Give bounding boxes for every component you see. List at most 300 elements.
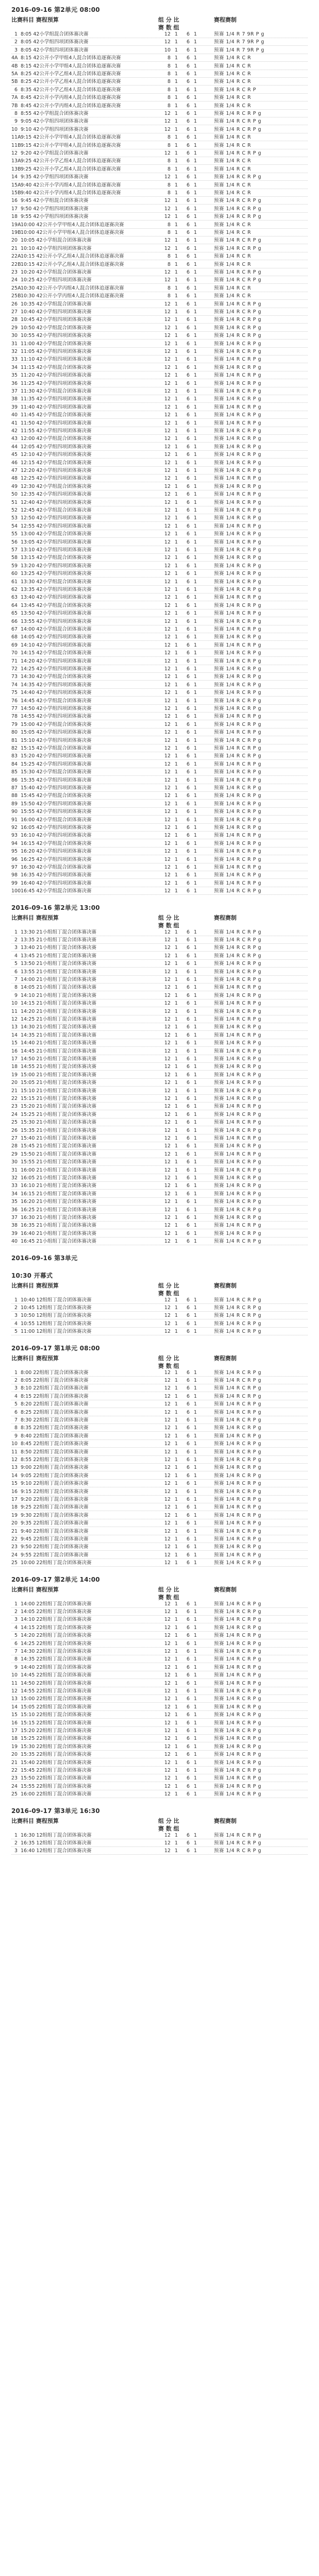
row-number: 4A <box>11 55 18 61</box>
row-number: 20 <box>11 238 18 244</box>
row-heat: 1 <box>193 1752 197 1758</box>
row-count: 6 <box>186 317 190 323</box>
table-row <box>11 570 310 577</box>
row-count: 6 <box>186 261 190 267</box>
row-group: 1 <box>174 1791 178 1798</box>
row-format: 预赛 1/4 R C R P g <box>214 1159 262 1165</box>
row-event: 10:50 12组组丁混合团体赛决赛 <box>21 1313 92 1319</box>
row-group: 1 <box>174 166 178 172</box>
row-format: 预赛 1/4 R C R P g <box>214 769 262 775</box>
row-group: 1 <box>174 460 178 466</box>
row-entries: 12 <box>164 1497 171 1502</box>
row-count: 6 <box>186 1385 190 1392</box>
table-row <box>11 1440 310 1447</box>
row-format: 预赛 1/4 R C R P g <box>214 1230 262 1236</box>
row-number: 6 <box>14 1640 18 1647</box>
row-group: 1 <box>174 1088 178 1094</box>
row-group: 1 <box>174 79 178 85</box>
table-row <box>11 1143 310 1149</box>
table-row <box>11 937 310 943</box>
table-row <box>11 1791 310 1798</box>
row-event: 16:00 21小组组丁混合团体赛决赛 <box>21 1167 96 1173</box>
row-divider <box>11 537 308 538</box>
column-header-event: 比赛科目 赛程预算 <box>11 1817 59 1824</box>
row-number: 26 <box>11 1127 18 1133</box>
row-number: 69 <box>11 642 18 648</box>
row-group: 1 <box>174 1449 178 1455</box>
row-count: 6 <box>186 1736 190 1742</box>
table-row <box>11 840 310 847</box>
row-event: 16:15 21小组组丁混合团体赛决赛 <box>21 1191 96 1197</box>
row-entries: 12 <box>164 483 171 489</box>
row-heat: 1 <box>193 166 197 172</box>
row-number: 11B <box>11 142 21 148</box>
row-number: 31 <box>11 341 18 347</box>
row-heat: 1 <box>193 642 197 648</box>
row-count: 6 <box>186 602 190 608</box>
row-format: 预赛 1/4 R C R P g <box>214 118 262 125</box>
row-entries: 12 <box>164 937 171 943</box>
row-heat: 1 <box>193 523 197 529</box>
row-group: 1 <box>174 1624 178 1631</box>
table-row <box>11 158 310 164</box>
row-format: 预赛 1/4 R C R P g <box>214 1215 262 1221</box>
row-entries: 12 <box>164 642 171 648</box>
row-entries: 12 <box>164 1609 171 1615</box>
row-divider <box>11 983 308 984</box>
row-divider <box>11 959 308 960</box>
row-heat: 1 <box>193 777 197 783</box>
row-format: 预赛 1/4 R C R P g <box>214 1104 262 1110</box>
table-row <box>11 888 310 894</box>
table-row <box>11 1369 310 1376</box>
row-count: 6 <box>186 1728 190 1734</box>
row-count: 6 <box>186 95 190 101</box>
table-row <box>11 777 310 784</box>
table-row <box>11 761 310 768</box>
row-number: 24 <box>11 1783 18 1789</box>
table-row <box>11 1704 310 1710</box>
row-divider <box>11 831 308 832</box>
row-count: 6 <box>186 674 190 680</box>
row-divider <box>11 1376 308 1377</box>
row-entries: 12 <box>164 785 171 791</box>
row-event: 16:20 21小组组丁混合团体赛决赛 <box>21 1199 96 1205</box>
row-format: 预赛 1/4 R C R P g <box>214 1239 262 1245</box>
row-format: 预赛 1/4 R C R P g <box>214 945 262 951</box>
row-entries: 12 <box>164 1752 171 1758</box>
row-group: 1 <box>174 611 178 617</box>
row-count: 6 <box>186 1048 190 1054</box>
row-entries: 12 <box>164 737 171 743</box>
row-format: 预赛 1/4 R C R P g <box>214 1536 262 1542</box>
row-count: 6 <box>186 1791 190 1798</box>
row-heat: 1 <box>193 95 197 101</box>
row-count: 6 <box>186 150 190 156</box>
row-heat: 1 <box>193 499 197 505</box>
row-event: 15:55 22组组丁混合团体赛决赛 <box>21 1783 92 1789</box>
row-count: 6 <box>186 785 190 791</box>
row-event: 9:20 22组组丁混合团体赛决赛 <box>21 1497 89 1502</box>
row-number: 44 <box>11 444 18 450</box>
row-group: 1 <box>174 1120 178 1126</box>
row-divider <box>11 1062 308 1063</box>
row-group: 1 <box>174 1167 178 1173</box>
row-group: 1 <box>174 1696 178 1702</box>
row-entries: 12 <box>164 634 171 640</box>
row-event: 14:15 21小组组丁混合团体赛决赛 <box>21 1001 96 1007</box>
row-count: 6 <box>186 587 190 592</box>
row-event: 16:15 42小学组混合团体赛决赛 <box>21 840 92 846</box>
row-format: 预赛 1/4 R C R P g <box>214 571 262 577</box>
row-number: 18 <box>11 1736 18 1742</box>
row-format: 预赛 1/4 R C R P g <box>214 1393 262 1399</box>
row-format: 预赛 1/4 R C R P g <box>214 1441 262 1447</box>
row-count: 6 <box>186 1401 190 1408</box>
table-row <box>11 689 310 696</box>
row-count: 6 <box>186 840 190 846</box>
row-number: 21 <box>11 1088 18 1094</box>
row-group: 1 <box>174 785 178 791</box>
table-row <box>11 341 310 347</box>
row-group: 1 <box>174 1672 178 1679</box>
row-group: 1 <box>174 55 178 61</box>
row-entries: 8 <box>167 230 171 235</box>
table-row <box>11 984 310 991</box>
row-format: 预赛 1/4 R C R P g <box>214 1167 262 1173</box>
row-heat: 1 <box>193 285 197 291</box>
row-heat: 1 <box>193 634 197 640</box>
row-number: 22B <box>11 261 21 267</box>
row-number: 16 <box>11 1488 18 1495</box>
row-heat: 1 <box>193 1791 197 1798</box>
row-entries: 12 <box>164 1401 171 1408</box>
row-format: 预赛 1/4 R C R P g <box>214 1008 262 1014</box>
row-format: 预赛 1/4 R C R P g <box>214 595 262 601</box>
row-group: 1 <box>174 682 178 688</box>
row-heat: 1 <box>193 745 197 751</box>
row-heat: 1 <box>193 1736 197 1742</box>
row-number: 7 <box>14 1649 18 1654</box>
row-divider <box>11 759 308 760</box>
table-row <box>11 1417 310 1423</box>
row-format: 预赛 1/4 R C R P g <box>214 1696 262 1702</box>
row-number: 18 <box>11 214 18 220</box>
row-number: 52 <box>11 507 18 513</box>
row-event: 9:05 42小学组四项团体赛决赛 <box>21 118 89 125</box>
table-row <box>11 364 310 371</box>
row-entries: 12 <box>164 364 171 370</box>
row-format: 预赛 1/4 R C R P g <box>214 1096 262 1101</box>
row-event: 14:20 42小学组四项团体赛决赛 <box>21 658 92 664</box>
row-event: 8:05 42小学组混合团体赛决赛 <box>21 31 89 37</box>
row-entries: 12 <box>164 721 171 727</box>
row-divider <box>11 799 308 800</box>
row-number: 63 <box>11 595 18 601</box>
row-heat: 1 <box>193 682 197 688</box>
row-heat: 1 <box>193 71 197 77</box>
row-heat: 1 <box>193 1720 197 1726</box>
row-event: 14:30 21小组组丁混合团体赛决赛 <box>21 1024 96 1030</box>
row-group: 1 <box>174 1378 178 1383</box>
row-entries: 12 <box>164 396 171 402</box>
table-row <box>11 332 310 339</box>
row-count: 6 <box>186 1191 190 1197</box>
row-count: 6 <box>186 1016 190 1022</box>
table-row <box>11 325 310 331</box>
row-format: 预赛 1/4 R C R P g <box>214 1783 262 1789</box>
row-group: 1 <box>174 111 178 116</box>
table-row <box>11 856 310 863</box>
row-divider <box>11 466 308 467</box>
row-group: 1 <box>174 1704 178 1710</box>
row-heat: 1 <box>193 793 197 799</box>
row-entries: 12 <box>164 1688 171 1694</box>
row-divider <box>11 775 308 776</box>
row-event: 12:15 42小学组混合团体赛决赛 <box>21 460 92 466</box>
table-row <box>11 642 310 649</box>
row-entries: 12 <box>164 412 171 418</box>
row-number: 3 <box>14 1617 18 1623</box>
row-count: 6 <box>186 595 190 601</box>
row-divider <box>11 593 308 594</box>
row-heat: 1 <box>193 1544 197 1550</box>
row-heat: 1 <box>193 1369 197 1376</box>
row-heat: 1 <box>193 87 197 93</box>
row-divider <box>11 1558 308 1559</box>
row-group: 1 <box>174 1649 178 1654</box>
row-divider <box>11 975 308 976</box>
row-entries: 12 <box>164 977 171 982</box>
row-count: 6 <box>186 372 190 379</box>
row-count: 6 <box>186 937 190 943</box>
row-format: 预赛 1/4 R C R P g <box>214 602 262 608</box>
row-heat: 1 <box>193 1127 197 1133</box>
row-count: 6 <box>186 206 190 212</box>
row-group: 1 <box>174 618 178 624</box>
table-row <box>11 1056 310 1062</box>
row-count: 6 <box>186 222 190 228</box>
row-count: 6 <box>186 849 190 855</box>
row-event: 9:15 22组组丁混合团体赛决赛 <box>21 1488 89 1495</box>
row-event: 13:00 42小学组混合团体赛决赛 <box>21 531 92 537</box>
row-number: 36 <box>11 1207 18 1213</box>
row-format: 预赛 1/4 R C R P g <box>214 372 262 379</box>
row-heat: 1 <box>193 977 197 982</box>
row-count: 6 <box>186 420 190 426</box>
row-entries: 12 <box>164 206 171 212</box>
row-format: 预赛 1/4 R C R P g <box>214 539 262 545</box>
row-event: 14:55 42小学组四项团体赛决赛 <box>21 714 92 720</box>
row-count: 6 <box>186 142 190 148</box>
row-format: 预赛 1/4 R C R P g <box>214 1127 262 1133</box>
table-row <box>11 1198 310 1205</box>
table-row <box>11 182 310 189</box>
row-heat: 1 <box>193 721 197 727</box>
row-group: 1 <box>174 1768 178 1773</box>
row-event: 12:00 42小学组混合团体赛决赛 <box>21 436 92 442</box>
row-number: 21 <box>11 245 18 251</box>
row-group: 1 <box>174 880 178 886</box>
column-header-event: 比赛科目 赛程预算 <box>11 1586 59 1593</box>
table-row <box>11 1328 310 1335</box>
row-format: 预赛 1/4 R C R P g <box>214 1601 262 1607</box>
row-group: 1 <box>174 412 178 418</box>
row-heat: 1 <box>193 1320 197 1327</box>
row-group: 1 <box>174 714 178 720</box>
row-event: 15:00 21小组组丁混合团体赛决赛 <box>21 1072 96 1078</box>
row-group: 1 <box>174 1183 178 1189</box>
row-heat: 1 <box>193 1120 197 1126</box>
row-count: 6 <box>186 698 190 704</box>
row-entries: 12 <box>164 492 171 498</box>
row-entries: 12 <box>164 1032 171 1038</box>
row-count: 6 <box>186 404 190 410</box>
table-row <box>11 1464 310 1471</box>
row-event: 13:55 21小组组丁混合团体赛决赛 <box>21 969 96 975</box>
row-number: 93 <box>11 833 18 839</box>
row-group: 1 <box>174 1409 178 1415</box>
row-heat: 1 <box>193 698 197 704</box>
row-entries: 12 <box>164 849 171 855</box>
row-heat: 1 <box>193 47 197 53</box>
row-number: 43 <box>11 436 18 442</box>
row-number: 45 <box>11 452 18 458</box>
row-group: 1 <box>174 777 178 783</box>
row-number: 96 <box>11 856 18 862</box>
row-divider <box>11 283 308 284</box>
row-number: 30 <box>11 333 18 339</box>
row-divider <box>11 1197 308 1198</box>
row-heat: 1 <box>193 1624 197 1631</box>
row-entries: 12 <box>164 238 171 244</box>
row-count: 6 <box>186 301 190 307</box>
row-number: 18 <box>11 1064 18 1070</box>
table-row <box>11 1238 310 1245</box>
row-entries: 12 <box>164 1215 171 1221</box>
row-entries: 12 <box>164 1520 171 1527</box>
row-count: 6 <box>186 1064 190 1070</box>
row-divider <box>11 220 308 221</box>
row-format: 预赛 1/4 R C R P g <box>214 317 262 323</box>
row-count: 6 <box>186 1759 190 1766</box>
row-event: 12:20 42小学组四项团体赛决赛 <box>21 468 92 473</box>
row-number: 54 <box>11 523 18 529</box>
row-event: 10:20 42小学组混合团体赛决赛 <box>21 269 92 275</box>
row-group: 1 <box>174 206 178 212</box>
table-row <box>11 1409 310 1416</box>
row-event: 14:35 22组组丁混合团体赛决赛 <box>21 1656 92 1663</box>
table-row <box>11 1759 310 1766</box>
row-entries: 12 <box>164 856 171 862</box>
row-heat: 1 <box>193 1672 197 1679</box>
row-event: 11:25 42小学组四项团体赛决赛 <box>21 380 92 386</box>
row-event: 16:35 42小学组四项团体赛决赛 <box>21 872 92 878</box>
row-group: 1 <box>174 1536 178 1542</box>
row-event: 16:00 42小学组混合团体赛决赛 <box>21 817 92 823</box>
row-format: 预赛 1/4 R C R P g <box>214 785 262 791</box>
row-count: 6 <box>186 1207 190 1213</box>
row-count: 6 <box>186 872 190 878</box>
row-entries: 12 <box>164 888 171 894</box>
row-format: 预赛 1/4 R C R P g <box>214 658 262 664</box>
row-group: 1 <box>174 1840 178 1846</box>
row-count: 6 <box>186 134 190 141</box>
row-group: 1 <box>174 222 178 228</box>
table-row <box>11 1393 310 1400</box>
row-count: 6 <box>186 1704 190 1710</box>
row-divider <box>11 458 308 459</box>
row-event: 13:25 42小学组四项团体赛决赛 <box>21 571 92 577</box>
row-format: 预赛 1/4 R C R P g <box>214 1064 262 1070</box>
table-row <box>11 428 310 434</box>
row-entries: 12 <box>164 1720 171 1726</box>
row-group: 1 <box>174 301 178 307</box>
row-count: 6 <box>186 626 190 632</box>
row-count: 6 <box>186 642 190 648</box>
row-entries: 12 <box>164 1409 171 1415</box>
row-number: 89 <box>11 801 18 807</box>
row-event: 15:55 21小组组丁混合团体赛决赛 <box>21 1159 96 1165</box>
row-heat: 1 <box>193 761 197 767</box>
row-number: 3 <box>14 47 18 53</box>
row-event: 12:05 42小学组四项团体赛决赛 <box>21 444 92 450</box>
row-entries: 12 <box>164 872 171 878</box>
row-format: 预赛 1/4 R C R P g <box>214 1712 262 1718</box>
row-format: 预赛 1/4 R C R P g <box>214 1040 262 1046</box>
row-count: 6 <box>186 1024 190 1030</box>
row-format: 预赛 1/4 R C R P g <box>214 1120 262 1126</box>
row-count: 6 <box>186 761 190 767</box>
table-row <box>11 872 310 878</box>
row-count: 6 <box>186 166 190 172</box>
row-entries: 12 <box>164 1759 171 1766</box>
row-format: 预赛 1/4 R C R P g <box>214 1369 262 1376</box>
row-heat: 1 <box>193 341 197 347</box>
row-event: 10:30 42公开小学丙组4人混合团体追逐赛决赛 <box>21 293 124 299</box>
table-row <box>11 579 310 585</box>
row-count: 6 <box>186 1688 190 1694</box>
row-group: 1 <box>174 1024 178 1030</box>
row-event: 10:00 22组组丁混合团体赛决赛 <box>21 1560 92 1566</box>
row-number: 15 <box>11 1481 18 1487</box>
column-header-stats: 赛 数 组 <box>158 922 179 929</box>
row-event: 8:15 42公开小学甲组4人混合团体追逐赛决赛 <box>21 55 121 61</box>
row-number: 1 <box>14 1297 18 1303</box>
row-group: 1 <box>174 1329 178 1335</box>
row-entries: 12 <box>164 436 171 442</box>
column-header-stats: 组 分 比 <box>158 1817 179 1824</box>
row-count: 6 <box>186 880 190 886</box>
row-count: 6 <box>186 380 190 386</box>
row-number: 2 <box>14 1840 18 1846</box>
row-heat: 1 <box>193 277 197 283</box>
table-row <box>11 1320 310 1327</box>
row-event: 16:00 22组组丁混合团体赛决赛 <box>21 1791 92 1798</box>
table-row <box>11 412 310 418</box>
row-heat: 1 <box>193 690 197 696</box>
row-format: 预赛 1/4 R C R P g <box>214 1680 262 1686</box>
row-event: 14:30 42小学组混合团体赛决赛 <box>21 674 92 680</box>
row-group: 1 <box>174 793 178 799</box>
row-format: 预赛 1/4 R C R P g <box>214 333 262 339</box>
table-row <box>11 1480 310 1487</box>
row-format: 预赛 1/4 R C R P g <box>214 650 262 656</box>
row-group: 1 <box>174 277 178 283</box>
row-count: 6 <box>186 1032 190 1038</box>
column-header-stats: 组 分 比 <box>158 1586 179 1593</box>
table-row <box>11 673 310 680</box>
